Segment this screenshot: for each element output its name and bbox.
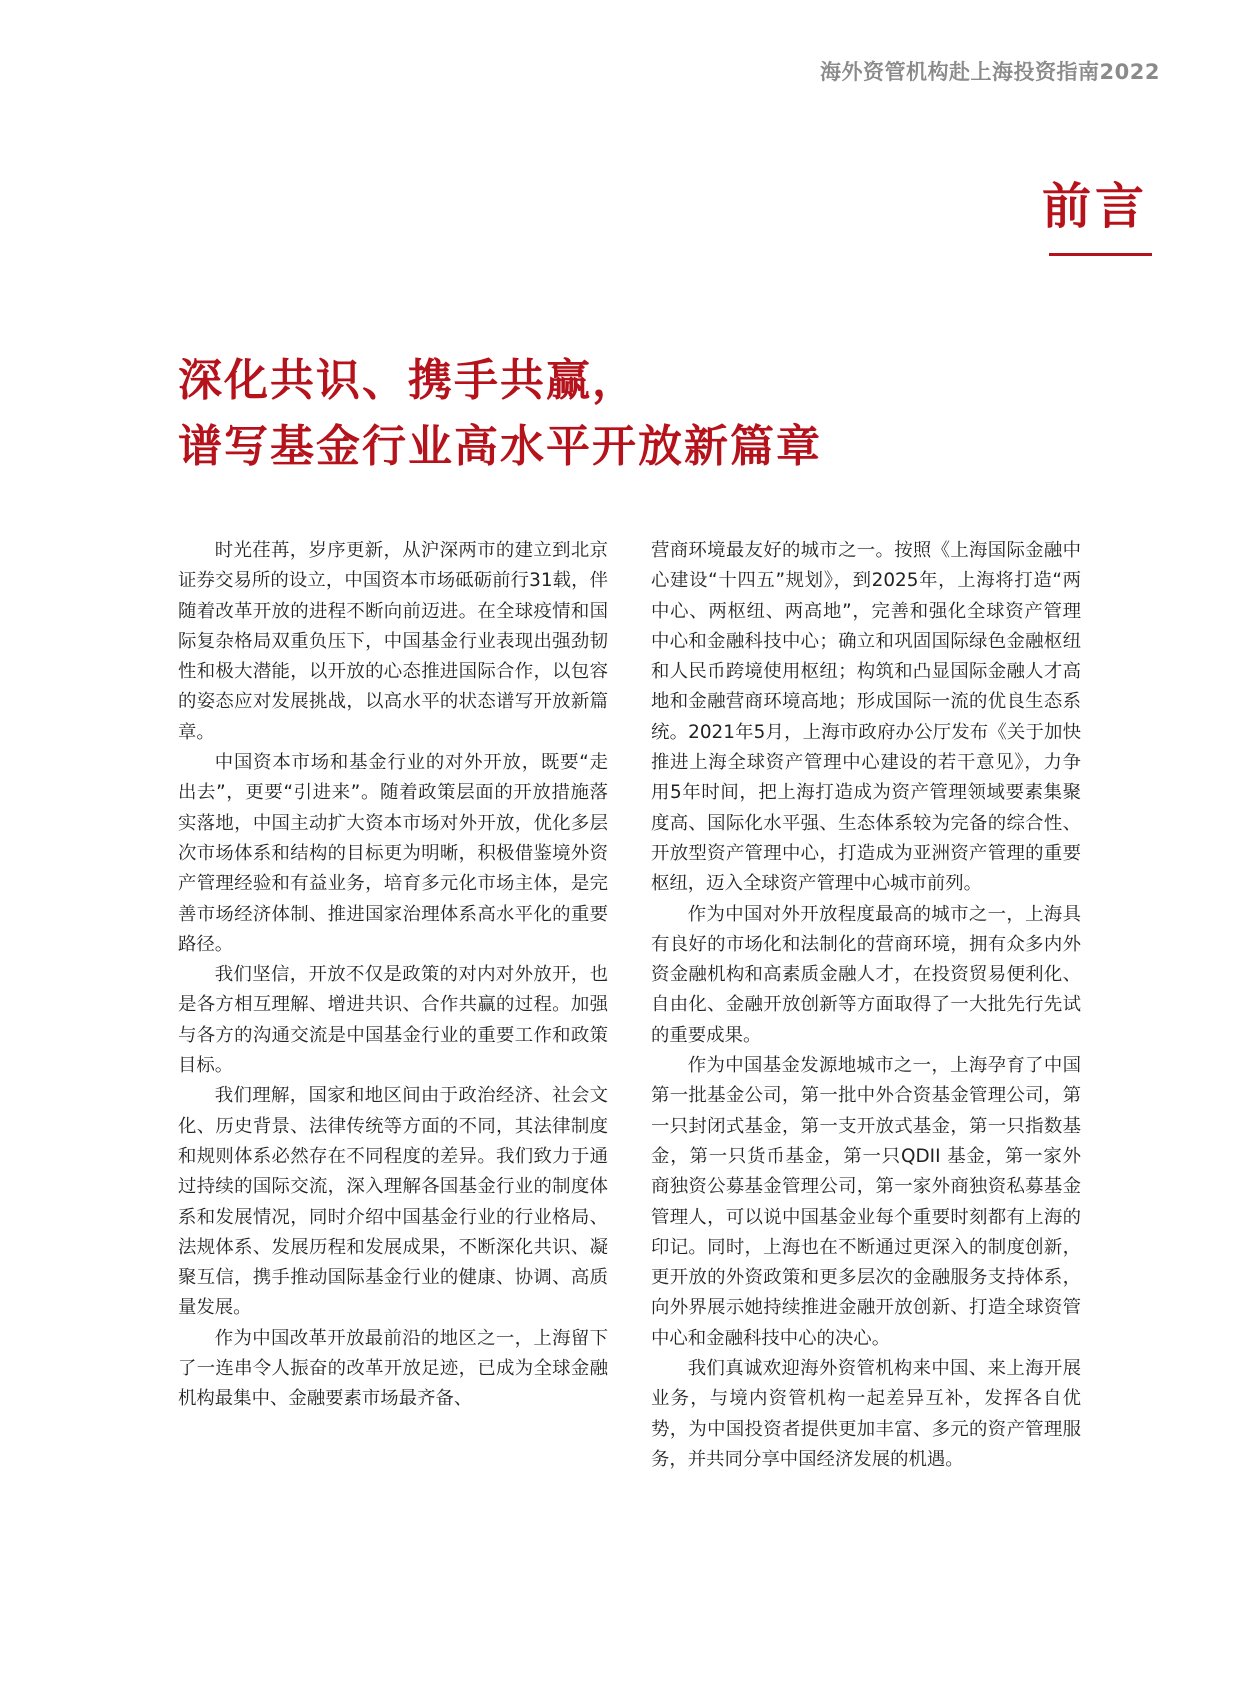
running-header-title: 海外资管机构赴上海投资指南2022 <box>820 60 1160 84</box>
paragraph: 作为中国对外开放程度最高的城市之一，上海具有良好的市场化和法制化的营商环境，拥有众多内外资金融机构和高素质金融人才，在投资贸易便利化、自由化、金融开放创新等方面取得了一大批先行先试的重要成果。 <box>651 903 1081 1046</box>
section-label: 前言 <box>1041 178 1148 235</box>
paragraph: 作为中国基金发源地城市之一，上海孕育了中国第一批基金公司，第一批中外合资基金管理公司，第一只封闭式基金，第一支开放式基金，第一只指数基金，第一只货币基金，第一只QDII 基金，第一家外商独资公募基金管理公司，第一家外商独资私募基金管理人，可以说中国基金业每个重要时刻都有上海的印记。同时，上海也在不断通过更深入的制度创新，更开放的外资政策和更多层次的金融服务支持体系，向外界展示她持续推进金融开放创新、打造全球资管中心和金融科技中心的决心。 <box>651 1055 1081 1349</box>
body-right-column <box>651 536 1081 1475</box>
headline <box>178 348 1158 480</box>
paragraph: 我们真诚欢迎海外资管机构来中国、来上海开展业务，与境内资管机构一起差异互补，发挥各自优势，为中国投资者提供更加丰富、多元的资产管理服务，并共同分享中国经济发展的机遇。 <box>651 1358 1081 1470</box>
section-underline <box>1049 253 1152 256</box>
headline-line-2: 谱写基金行业高水平开放新篇章 <box>178 421 822 472</box>
paragraph-continuation: 营商环境最友好的城市之一。按照《上海国际金融中心建设“十四五”规划》，到2025年，上海将打造“两中心、两枢纽、两高地”，完善和强化全球资产管理中心和金融科技中心；确立和巩固国际绿色金融枢纽和人民币跨境使用枢纽；构筑和凸显国际金融人才高地和金融营商环境高地；形成国际一流的优良生态系统。2021年5月，上海市政府办公厅发布《关于加快推进上海全球资产管理中心建设的若干意见》，力争用5年时间，把上海打造成为资产管理领域要素集聚度高、国际化水平强、生态体系较为完备的综合性、开放型资产管理中心，打造成为亚洲资产管理的重要枢纽，迈入全球资产管理中心城市前列。 <box>651 540 1081 895</box>
paragraph: 作为中国改革开放最前沿的地区之一，上海留下了一连串令人振奋的改革开放足迹，已成为全球金融机构最集中、金融要素市场最齐备、 <box>178 1327 608 1410</box>
headline-line-1: 深化共识、携手共赢， <box>178 355 638 406</box>
paragraph: 我们坚信，开放不仅是政策的对内对外放开，也是各方相互理解、增进共识、合作共赢的过程。加强与各方的沟通交流是中国基金行业的重要工作和政策目标。 <box>178 964 608 1077</box>
body-left-column <box>178 536 608 1415</box>
paragraph: 时光荏苒，岁序更新，从沪深两市的建立到北京证券交易所的设立，中国资本市场砥砺前行31载，伴随着改革开放的进程不断向前迈进。在全球疫情和国际复杂格局双重负压下，中国基金行业表现出强劲韧性和极大潜能，以开放的心态推进国际合作，以包容的姿态应对发展挑战，以高水平的状态谱写开放新篇章。 <box>178 540 608 743</box>
paragraph: 我们理解，国家和地区间由于政治经济、社会文化、历史背景、法律传统等方面的不同，其法律制度和规则体系必然存在不同程度的差异。我们致力于通过持续的国际交流，深入理解各国基金行业的制度体系和发展情况，同时介绍中国基金行业的行业格局、法规体系、发展历程和发展成果，不断深化共识、凝聚互信，携手推动国际基金行业的健康、协调、高质量发展。 <box>178 1085 608 1319</box>
paragraph: 中国资本市场和基金行业的对外开放，既要“走出去”，更要“引进来”。随着政策层面的开放措施落实落地，中国主动扩大资本市场对外开放，优化多层次市场体系和结构的目标更为明晰，积极借鉴境外资产管理经验和有益业务，培育多元化市场主体，是完善市场经济体制、推进国家治理体系高水平化的重要路径。 <box>178 752 608 955</box>
